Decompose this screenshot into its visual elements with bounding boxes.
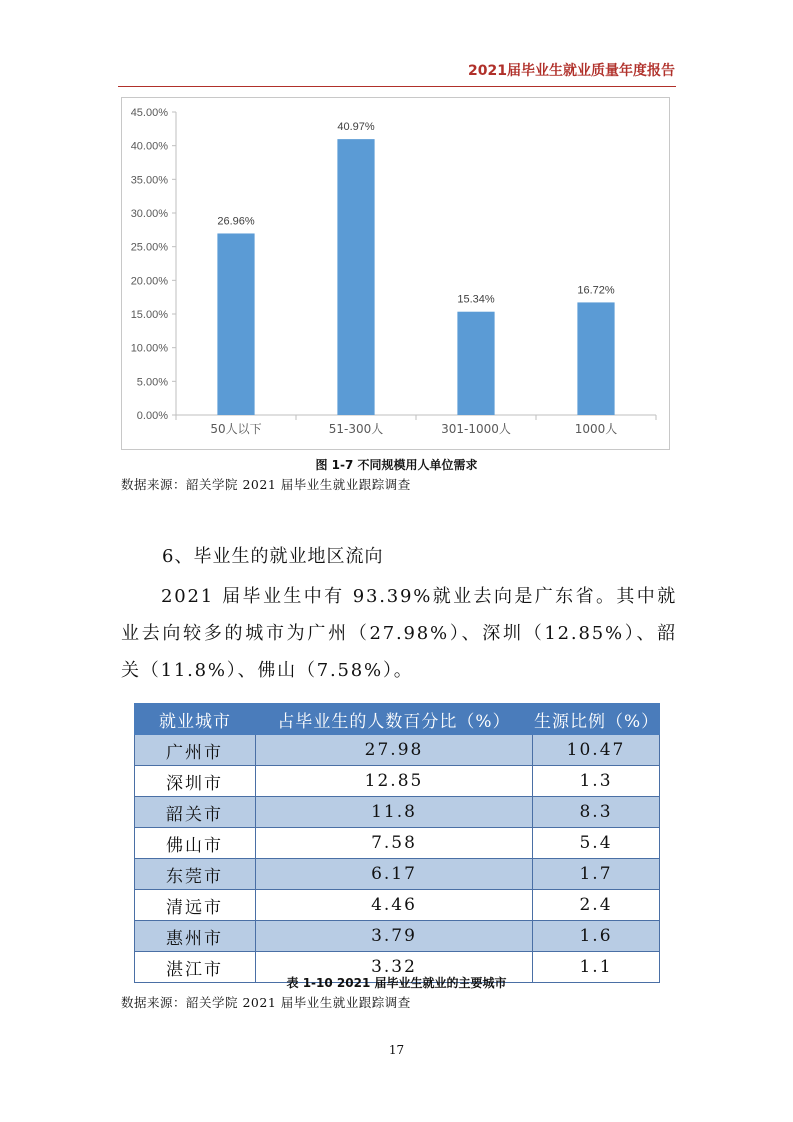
table-row	[135, 921, 660, 952]
table-row	[135, 766, 660, 797]
bar-chart	[121, 97, 670, 450]
cell-percent: 12.85	[256, 766, 533, 797]
cell-source-ratio: 1.3	[533, 766, 660, 797]
cell-source-ratio: 10.47	[533, 735, 660, 766]
figure-caption: 图 1-7 不同规模用人单位需求	[315, 458, 478, 472]
cell-percent: 27.98	[256, 735, 533, 766]
data-source-1: 数据来源：韶关学院 2021 届毕业生就业跟踪调查	[121, 477, 411, 492]
y-tick-label: 15.00%	[130, 309, 168, 321]
data-label: 40.97%	[337, 121, 375, 134]
header-percent: 占毕业生的人数百分比（%）	[256, 704, 533, 735]
data-label: 16.72%	[577, 284, 615, 297]
cell-city: 广州市	[135, 735, 256, 766]
cell-percent: 11.8	[256, 797, 533, 828]
page-number: 17	[388, 1043, 405, 1057]
report-header-title: 2021届毕业生就业质量年度报告	[468, 63, 675, 79]
cell-percent: 3.79	[256, 921, 533, 952]
bar	[577, 302, 614, 415]
bar	[217, 233, 254, 415]
bar	[457, 312, 494, 415]
body-paragraph: 2021 届毕业生中有 93.39%就业去向是广东省。其中就业去向较多的城市为广州（27.98%）、深圳（12.85%）、韶关（11.8%）、佛山（7.58%）。	[121, 586, 677, 681]
cell-city: 东莞市	[135, 859, 256, 890]
cell-source-ratio: 1.1	[533, 952, 660, 983]
y-tick-label: 20.00%	[130, 275, 168, 288]
cell-city: 惠州市	[135, 921, 256, 952]
cell-source-ratio: 2.4	[533, 890, 660, 921]
data-label: 15.34%	[457, 293, 495, 306]
table-header-row	[135, 704, 660, 735]
y-tick-label: 25.00%	[130, 241, 168, 254]
y-tick-label: 40.00%	[130, 140, 168, 153]
y-tick-label: 35.00%	[130, 174, 168, 187]
table-row	[135, 859, 660, 890]
cell-percent: 6.17	[256, 859, 533, 890]
x-category-label: 301-1000人	[441, 422, 511, 436]
table-row	[135, 890, 660, 921]
cell-percent: 4.46	[256, 890, 533, 921]
x-category-label: 1000人	[574, 422, 618, 436]
header-divider	[118, 86, 676, 87]
header-city: 就业城市	[135, 704, 256, 735]
section-title: 6、毕业生的就业地区流向	[162, 546, 384, 567]
cell-source-ratio: 1.7	[533, 859, 660, 890]
cell-source-ratio: 1.6	[533, 921, 660, 952]
data-source-2: 数据来源：韶关学院 2021 届毕业生就业跟踪调查	[121, 995, 411, 1010]
table-row	[135, 828, 660, 859]
table-caption: 表 1-10 2021 届毕业生就业的主要城市	[286, 976, 507, 990]
cell-percent: 7.58	[256, 828, 533, 859]
y-tick-label: 5.00%	[136, 376, 168, 389]
bar	[337, 139, 374, 415]
bar-chart-svg	[122, 98, 669, 449]
y-tick-label: 0.00%	[136, 410, 168, 422]
cell-city: 清远市	[135, 890, 256, 921]
header-source-ratio: 生源比例（%）	[533, 704, 660, 735]
cities-table	[134, 703, 660, 983]
cell-city: 韶关市	[135, 797, 256, 828]
y-tick-label: 45.00%	[130, 107, 168, 119]
cell-city: 佛山市	[135, 828, 256, 859]
data-label: 26.96%	[217, 215, 255, 228]
x-category-label: 51-300人	[328, 422, 384, 436]
cell-percent: 3.32	[256, 952, 533, 983]
cell-city: 湛江市	[135, 952, 256, 983]
table-row	[135, 735, 660, 766]
cell-source-ratio: 8.3	[533, 797, 660, 828]
cell-source-ratio: 5.4	[533, 828, 660, 859]
y-tick-label: 30.00%	[130, 208, 168, 220]
x-category-label: 50人以下	[210, 422, 262, 436]
table-row	[135, 797, 660, 828]
cell-city: 深圳市	[135, 766, 256, 797]
y-tick-label: 10.00%	[130, 342, 168, 355]
